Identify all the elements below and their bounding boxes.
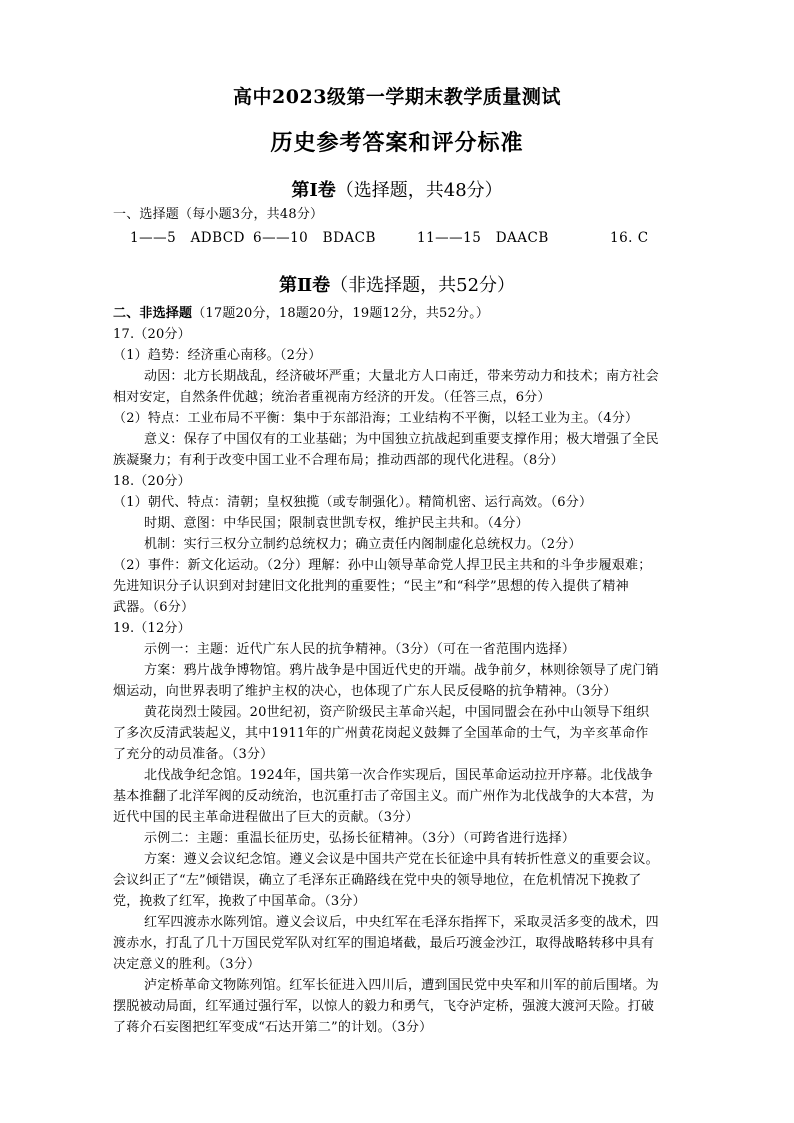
answer-range: 6——10 <box>253 230 309 246</box>
q19-line: 渡赤水，打乱了几十万国民党军队对红军的围追堵截，最后巧渡金沙江，取得战略转移中具有 <box>113 936 655 951</box>
answer-group-3 <box>417 230 549 246</box>
q19-line: 方案：鸦片战争博物馆。鸦片战争是中国近代史的开端。战争前夕，林则徐领导了虎门销 <box>144 663 659 678</box>
q19-line: 北伐战争纪念馆。1924年，国共第一次合作实现后，国民革命运动拉开序幕。北伐战争 <box>144 768 654 783</box>
q19-line: 摆脱被动局面，红军通过强行军，以惊人的毅力和勇气，飞夺泸定桥，强渡大渡河天险。打破 <box>113 999 655 1014</box>
exam-title: 高中2023级第一学期末教学质量测试 <box>233 86 561 108</box>
q19-line: 了多次反清武装起义，其中1911年的广州黄花岗起义鼓舞了全国革命的士气，为辛亥革命作 <box>113 726 649 741</box>
q19-line: 示例一：主题：近代广东人民的抗争精神。（3分）（可在一省范围内选择） <box>144 642 576 657</box>
part1-heading-rest: （选择题，共48分） <box>335 180 503 201</box>
q19-line: 会议纠正了“左”倾错误，确立了毛泽东正确路线在党中央的领导地位，在危机情况下挽救了 <box>113 873 642 888</box>
answer-group-1 <box>130 230 245 246</box>
q19-line: 基本推翻了北洋军阀的反动统治，也沉重打击了帝国主义。而广州作为北伐战争的大本营，为 <box>113 789 655 804</box>
answer-letters: ADBCD <box>190 230 245 246</box>
q18-header: 18.（20分） <box>113 474 191 489</box>
q18-line: 武器。（6分） <box>113 600 195 615</box>
q17-line: 动因：北方长期战乱，经济破坏严重；大量北方人口南迁，带来劳动力和技术；南方社会 <box>144 369 659 384</box>
part1-heading <box>0 176 794 202</box>
part2-heading-rest: （非选择题，共52分） <box>330 275 516 296</box>
answer-letters: C <box>637 230 649 246</box>
q19-line: 黄花岗烈士陵园。20世纪初，资产阶级民主革命兴起，中国同盟会在孙中山领导下组织 <box>144 705 650 720</box>
part2-heading-bold: 第Ⅱ卷 <box>278 275 331 296</box>
q18-line: 机制：实行三权分立制约总统权力；确立责任内阁制虚化总统权力。（2分） <box>144 537 582 552</box>
answer-range: 11——15 <box>417 230 482 246</box>
q17-header: 17.（20分） <box>113 327 191 342</box>
part1-section-label: 一、选择题（每小题3分，共48分） <box>113 207 324 222</box>
answer-group-4 <box>610 230 649 246</box>
part2-label-bold: 二、非选择题 <box>113 306 193 321</box>
q19-line: 红军四渡赤水陈列馆。遵义会议后，中央红军在毛泽东指挥下，采取灵活多变的战术，四 <box>144 915 659 930</box>
q19-line: 了蒋介石妄图把红军变成“石达开第二”的计划。（3分） <box>113 1020 433 1035</box>
q19-line: 了充分的动员准备。（3分） <box>113 747 274 762</box>
q19-header: 19.（12分） <box>113 621 191 636</box>
part1-heading-bold: 第Ⅰ卷 <box>291 180 336 201</box>
q19-line: 近代中国的民主革命进程做出了巨大的贡献。（3分） <box>113 810 419 825</box>
q17-line: 意义：保存了中国仅有的工业基础；为中国独立抗战起到重要支撑作用；极大增强了全民 <box>144 432 659 447</box>
answer-letters: DAACB <box>495 230 549 246</box>
q18-line: 时期、意图：中华民国；限制袁世凯专权，维护民主共和。（4分） <box>144 516 529 531</box>
q18-line: 先进知识分子认识到对封建旧文化批判的重要性；“民主”和“科学”思想的传入提供了精神 <box>113 579 629 594</box>
answer-letters: BDACB <box>322 230 376 246</box>
q17-line: （2）特点：工业布局不平衡：集中于东部沿海；工业结构不平衡，以轻工业为主。（4分） <box>113 411 639 426</box>
q19-line: 泸定桥革命文物陈列馆。红军长征进入四川后，遭到国民党中央军和川军的前后围堵。为 <box>144 978 659 993</box>
q18-line: （1）朝代、特点：清朝；皇权独揽（或专制强化）。精简机密、运行高效。（6分） <box>113 495 593 510</box>
part2-label-rest: （17题20分，18题20分，19题12分，共52分。） <box>192 306 490 321</box>
answer-range: 16. <box>610 230 633 246</box>
q17-line: （1）趋势：经济重心南移。（2分） <box>113 348 322 363</box>
answer-range: 1——5 <box>130 230 177 246</box>
q19-line: 烟运动，向世界表明了维护主权的决心，也体现了广东人民反侵略的抗争精神。（3分） <box>113 684 617 699</box>
part2-section-label <box>113 305 693 323</box>
answer-group-2 <box>253 230 376 246</box>
q19-line: 示例二：主题：重温长征历史，弘扬长征精神。（3分）（可跨省进行选择） <box>144 831 576 846</box>
q19-line: 方案：遵义会议纪念馆。遵义会议是中国共产党在长征途中具有转折性意义的重要会议。 <box>144 852 659 867</box>
part2-heading <box>0 271 794 297</box>
q17-line: 相对安定，自然条件优越；统治者重视南方经济的开发。（任答三点，6分） <box>113 390 551 405</box>
q19-line: 党，挽救了红军，挽救了中国革命。（3分） <box>113 894 366 909</box>
q17-line: 族凝聚力；有利于改变中国工业不合理布局；推动西部的现代化进程。（8分） <box>113 453 564 468</box>
document-subtitle: 历史参考答案和评分标准 <box>270 130 524 156</box>
q19-line: 决定意义的胜利。（3分） <box>113 957 261 972</box>
q18-line: （2）事件：新文化运动。（2分）理解：孙中山领导革命党人捍卫民主共和的斗争步履艰难； <box>113 558 652 573</box>
